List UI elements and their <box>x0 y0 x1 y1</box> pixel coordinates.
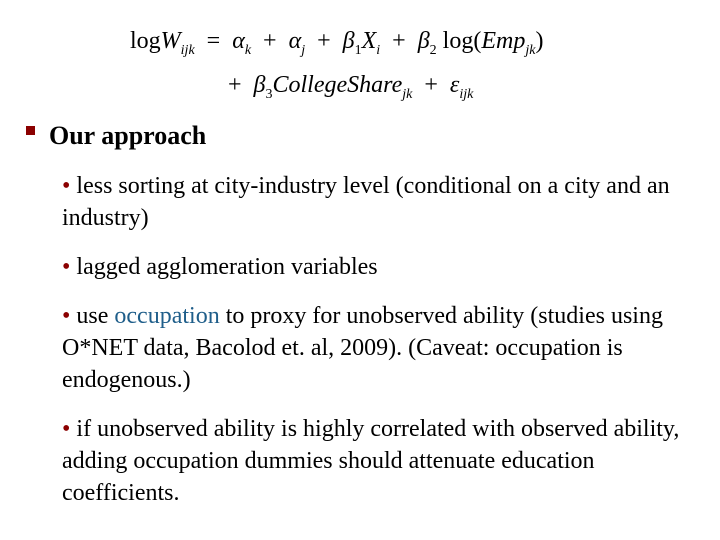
eq-alpha-j: α <box>288 28 302 54</box>
eq-plus-1: + <box>263 28 277 54</box>
eq-alpha-k-subscript: k <box>244 43 252 58</box>
eq-college-share-subscript: jk <box>402 87 413 102</box>
eq2-plus-2: + <box>424 72 438 98</box>
bullet-dot-icon: • <box>62 173 71 199</box>
bullet-item-lagged <box>62 251 712 283</box>
eq-equals: = <box>206 28 221 54</box>
eq-beta-1-subscript: 1 <box>354 43 362 58</box>
eq-beta-1: β <box>342 28 355 54</box>
eq-alpha-j-subscript: j <box>301 43 306 58</box>
bullet-text-post: to proxy for unobserved ability (studies using O*NET data, Bacolod et. al, 2009). (Caveat: occupation is endogenous.) <box>62 303 663 393</box>
bullet-text-pre: use <box>76 303 115 329</box>
eq-X-subscript: i <box>376 43 381 58</box>
section-heading <box>26 121 206 151</box>
bullet-dot-icon: • <box>62 416 71 442</box>
eq-beta-3-subscript: 3 <box>265 87 273 102</box>
eq-college-share: CollegeShare <box>272 72 403 98</box>
eq-Emp-subscript: jk <box>525 43 536 58</box>
bullet-item-attenuate <box>62 413 712 509</box>
eq-log: log <box>130 28 161 54</box>
eq-X: X <box>361 28 377 54</box>
bullet-text: if unobserved ability is highly correlated with observed ability, adding occupation dummies should attenuate education coefficients. <box>62 416 680 506</box>
highlight-occupation: occupation <box>114 303 220 329</box>
eq-beta-3: β <box>253 72 266 98</box>
bullet-list <box>62 170 712 509</box>
eq-W: W <box>160 28 181 54</box>
eq-Emp: Emp <box>481 28 526 54</box>
eq-epsilon: ε <box>449 72 460 98</box>
regression-equation-line-2 <box>228 72 474 102</box>
eq2-plus-1: + <box>228 72 242 98</box>
regression-equation-line-1 <box>130 28 544 58</box>
eq-beta-2-subscript: 2 <box>429 43 437 58</box>
eq-plus-2: + <box>317 28 331 54</box>
square-bullet-icon <box>26 126 35 135</box>
bullet-text: less sorting at city-industry level (conditional on a city and an industry) <box>62 173 670 231</box>
eq-W-subscript: ijk <box>180 43 195 58</box>
eq-close-paren: ) <box>535 28 544 54</box>
eq-beta-2: β <box>417 28 430 54</box>
bullet-text: lagged agglomeration variables <box>76 254 378 280</box>
section-title: Our approach <box>49 121 207 150</box>
eq-epsilon-subscript: ijk <box>459 87 474 102</box>
bullet-dot-icon: • <box>62 254 71 280</box>
eq-log-emp: log( <box>442 28 482 54</box>
eq-plus-3: + <box>392 28 406 54</box>
bullet-dot-icon: • <box>62 303 71 329</box>
bullet-item-sorting <box>62 170 712 234</box>
eq-alpha-k: α <box>232 28 245 54</box>
bullet-item-occupation <box>62 300 712 396</box>
